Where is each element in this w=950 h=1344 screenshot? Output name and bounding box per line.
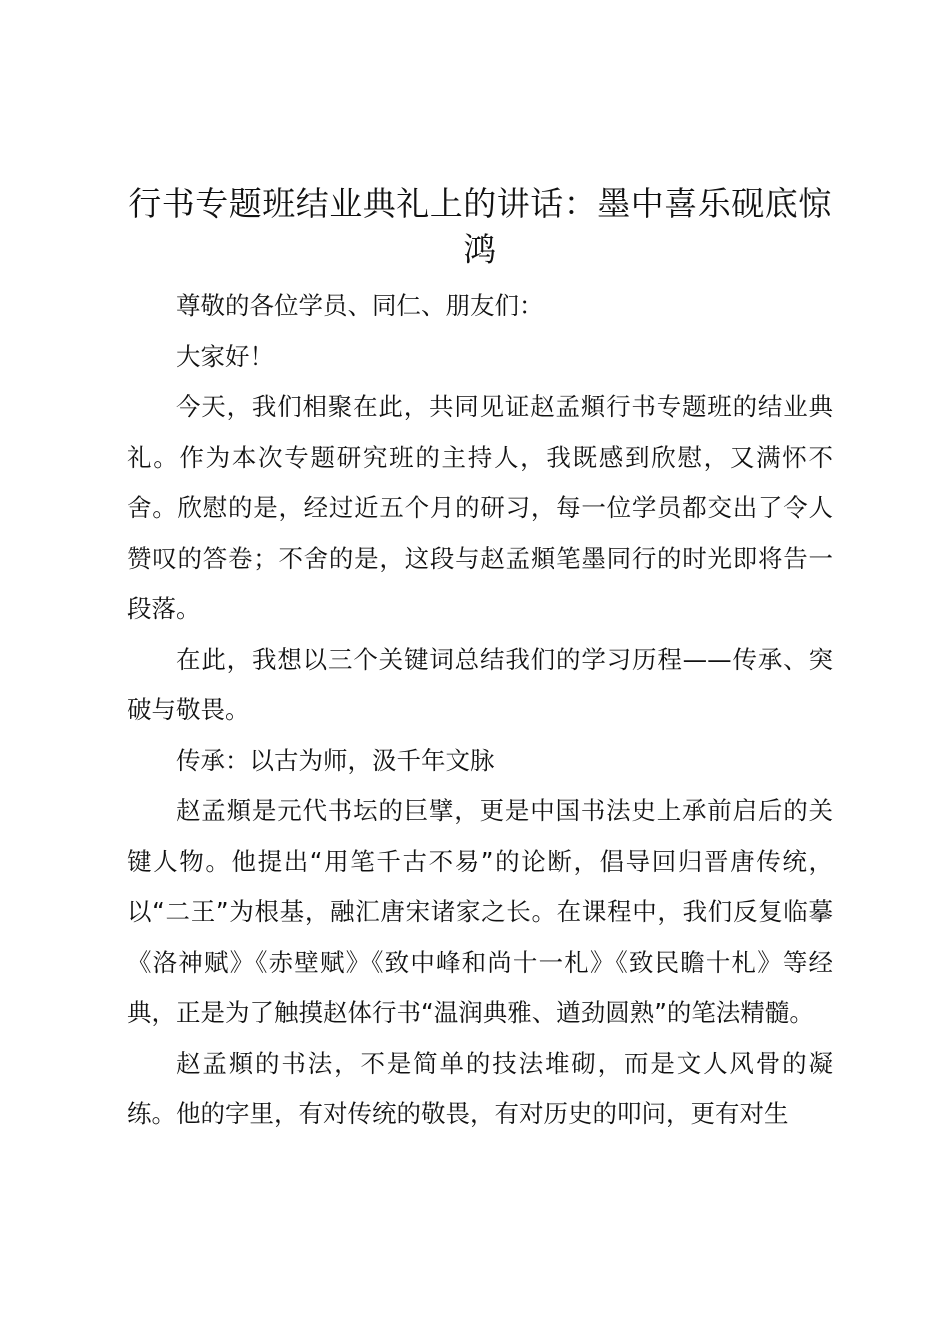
document-page bbox=[127, 181, 833, 1140]
keywords-paragraph: 在此，我想以三个关键词总结我们的学习历程——传承、突破与敬畏。 bbox=[127, 644, 833, 724]
zhao-mengfu-paragraph: 赵孟頫是元代书坛的巨擘，更是中国书法史上承前启后的关键人物。他提出“用笔千古不易”的论断，倡导回归晋唐传统，以“二王”为根基，融汇唐宋诸家之长。在课程中，我们反复临摹《洛神赋》《赤壁赋》《致中峰和尚十一札》《致民瞻十札》等经典，正是为了触摸赵体行书“温润典雅、遒劲圆熟”的笔法精髓。 bbox=[127, 796, 833, 1027]
document-title: 行书专题班结业典礼上的讲话：墨中喜乐砚底惊鸿 bbox=[128, 184, 832, 269]
greeting-paragraph: 尊敬的各位学员、同仁、朋友们： bbox=[176, 291, 544, 320]
salutation-paragraph: 大家好！ bbox=[176, 341, 274, 371]
section-heading-inheritance: 传承：以古为师，汲千年文脉 bbox=[176, 745, 495, 775]
document-body bbox=[127, 281, 833, 1140]
calligraphy-spirit-paragraph: 赵孟頫的书法，不是简单的技法堆砌，而是文人风骨的凝练。他的字里，有对传统的敬畏，有对历史的叩问，更有对生 bbox=[127, 1048, 833, 1128]
opening-paragraph: 今天，我们相聚在此，共同见证赵孟頫行书专题班的结业典礼。作为本次专题研究班的主持人，我既感到欣慰，又满怀不舍。欣慰的是，经过近五个月的研习，每一位学员都交出了令人赞叹的答卷；不舍的是，这段与赵孟頫笔墨同行的时光即将告一段落。 bbox=[127, 392, 833, 623]
